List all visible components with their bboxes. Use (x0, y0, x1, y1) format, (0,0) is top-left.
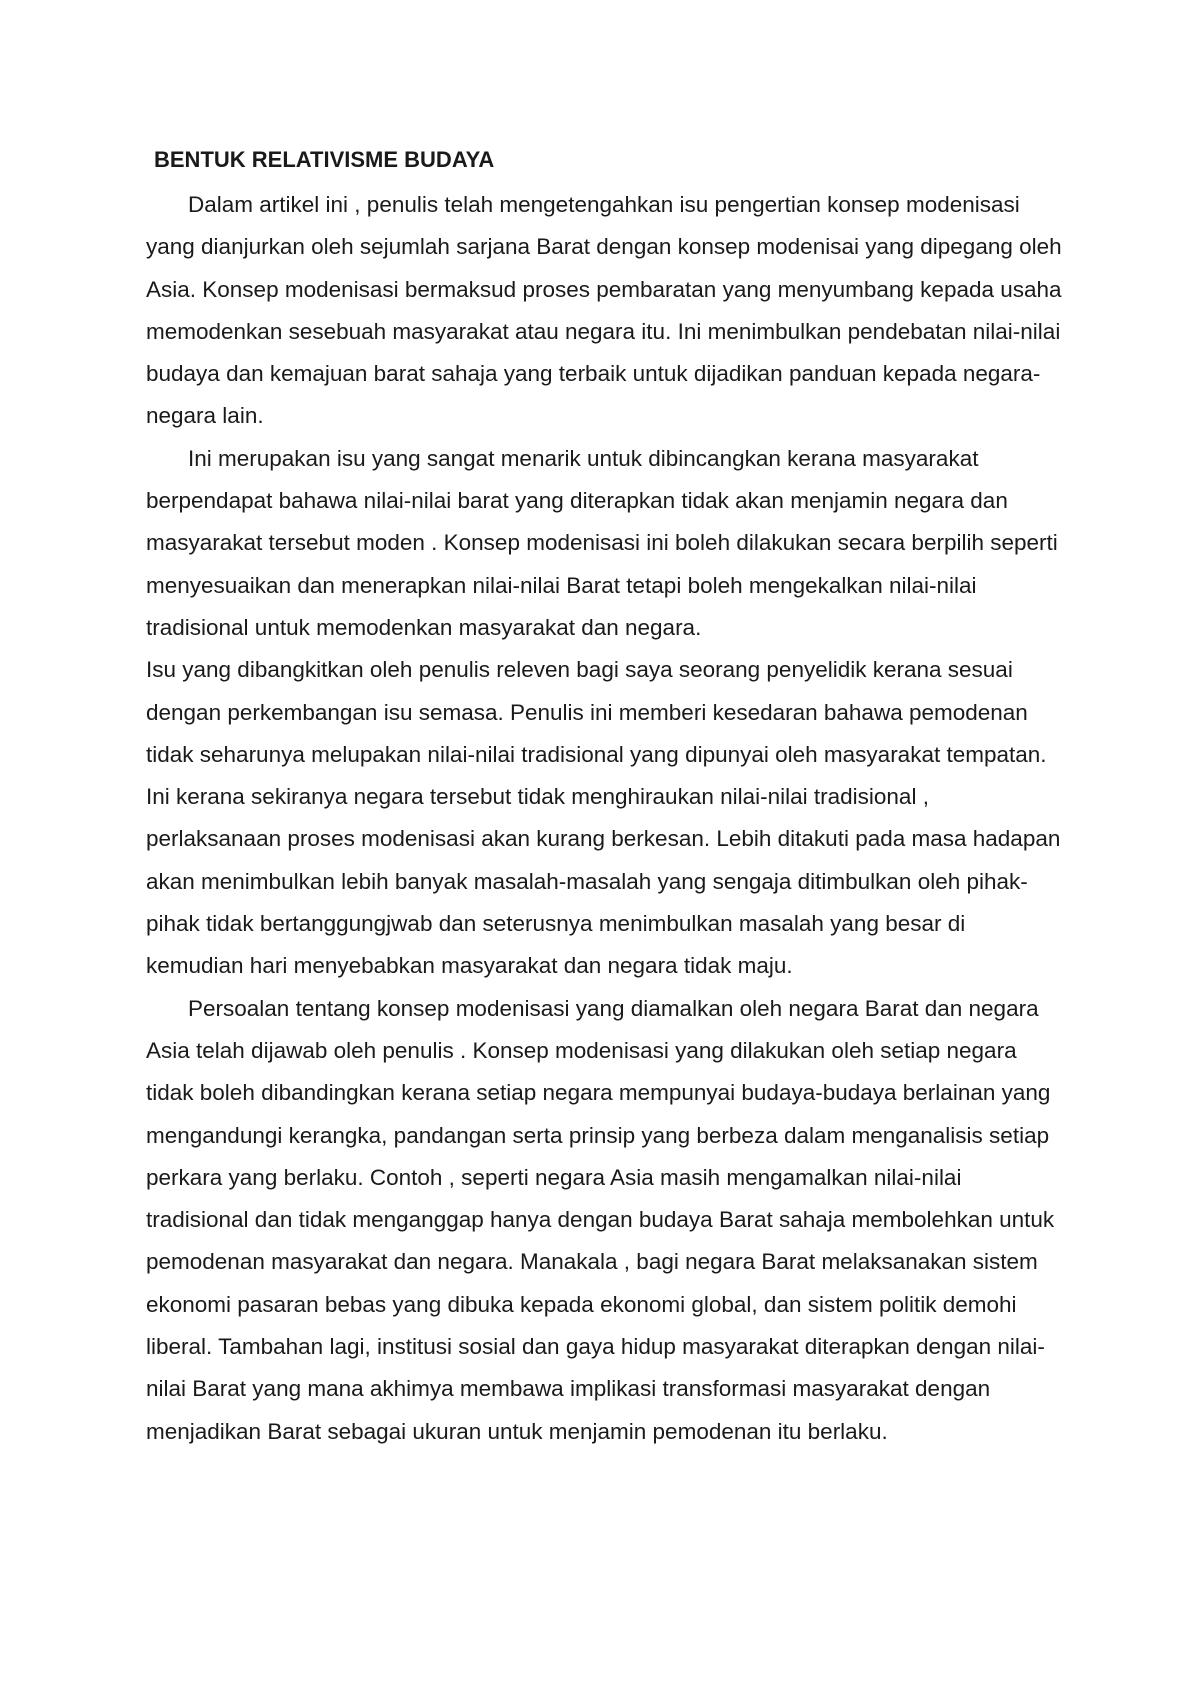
document-body (146, 140, 1066, 1453)
paragraph-1: Dalam artikel ini , penulis telah mengetengahkan isu pengertian konsep modenisasi yang dianjurkan oleh sejumlah sarjana Barat dengan konsep modenisai yang dipegang oleh Asia. Konsep modenisasi bermaksud proses pembaratan yang menyumbang kepada usaha memodenkan sesebuah masyarakat atau negara itu. Ini menimbulkan pendebatan nilai-nilai budaya dan kemajuan barat sahaja yang terbaik untuk dijadikan panduan kepada negara-negara lain. (146, 192, 1062, 429)
paragraph-3: Isu yang dibangkitkan oleh penulis releven bagi saya seorang penyelidik kerana sesuai dengan perkembangan isu semasa. Penulis ini memberi kesedaran bahawa pemodenan tidak seharunya melupakan nilai-nilai tradisional yang dipunyai oleh masyarakat tempatan. Ini kerana sekiranya negara tersebut tidak menghiraukan nilai-nilai tradisional , perlaksanaan proses modenisasi akan kurang berkesan. Lebih ditakuti pada masa hadapan akan menimbulkan lebih banyak masalah-masalah yang sengaja ditimbulkan oleh pihak-pihak tidak bertanggungjwab dan seterusnya menimbulkan masalah yang besar di kemudian hari menyebabkan masyarakat dan negara tidak maju. (146, 657, 1061, 979)
document-title: BENTUK RELATIVISME BUDAYA (154, 147, 495, 172)
paragraph-2: Ini merupakan isu yang sangat menarik untuk dibincangkan kerana masyarakat berpendapat bahawa nilai-nilai barat yang diterapkan tidak akan menjamin negara dan masyarakat tersebut moden . Konsep modenisasi ini boleh dilakukan secara berpilih seperti menyesuaikan dan menerapkan nilai-nilai Barat tetapi boleh mengekalkan nilai-nilai tradisional untuk memodenkan masyarakat dan negara. (146, 445, 1058, 640)
paragraph-4: Persoalan tentang konsep modenisasi yang diamalkan oleh negara Barat dan negara Asia telah dijawab oleh penulis . Konsep modenisasi yang dilakukan oleh setiap negara tidak boleh dibandingkan kerana setiap negara mempunyai budaya-budaya berlainan yang mengandungi kerangka, pandangan serta prinsip yang berbeza dalam menganalisis setiap perkara yang berlaku. Contoh , seperti negara Asia masih mengamalkan nilai-nilai tradisional dan tidak menganggap hanya dengan budaya Barat sahaja membolehkan untuk pemodenan masyarakat dan negara. Manakala , bagi negara Barat melaksanakan sistem ekonomi pasaran bebas yang dibuka kepada ekonomi global, dan sistem politik demohi liberal. Tambahan lagi, institusi sosial dan gaya hidup masyarakat diterapkan dengan nilai-nilai Barat yang mana akhimya membawa implikasi transformasi masyarakat dengan menjadikan Barat sebagai ukuran untuk menjamin pemodenan itu berlaku. (146, 995, 1055, 1444)
